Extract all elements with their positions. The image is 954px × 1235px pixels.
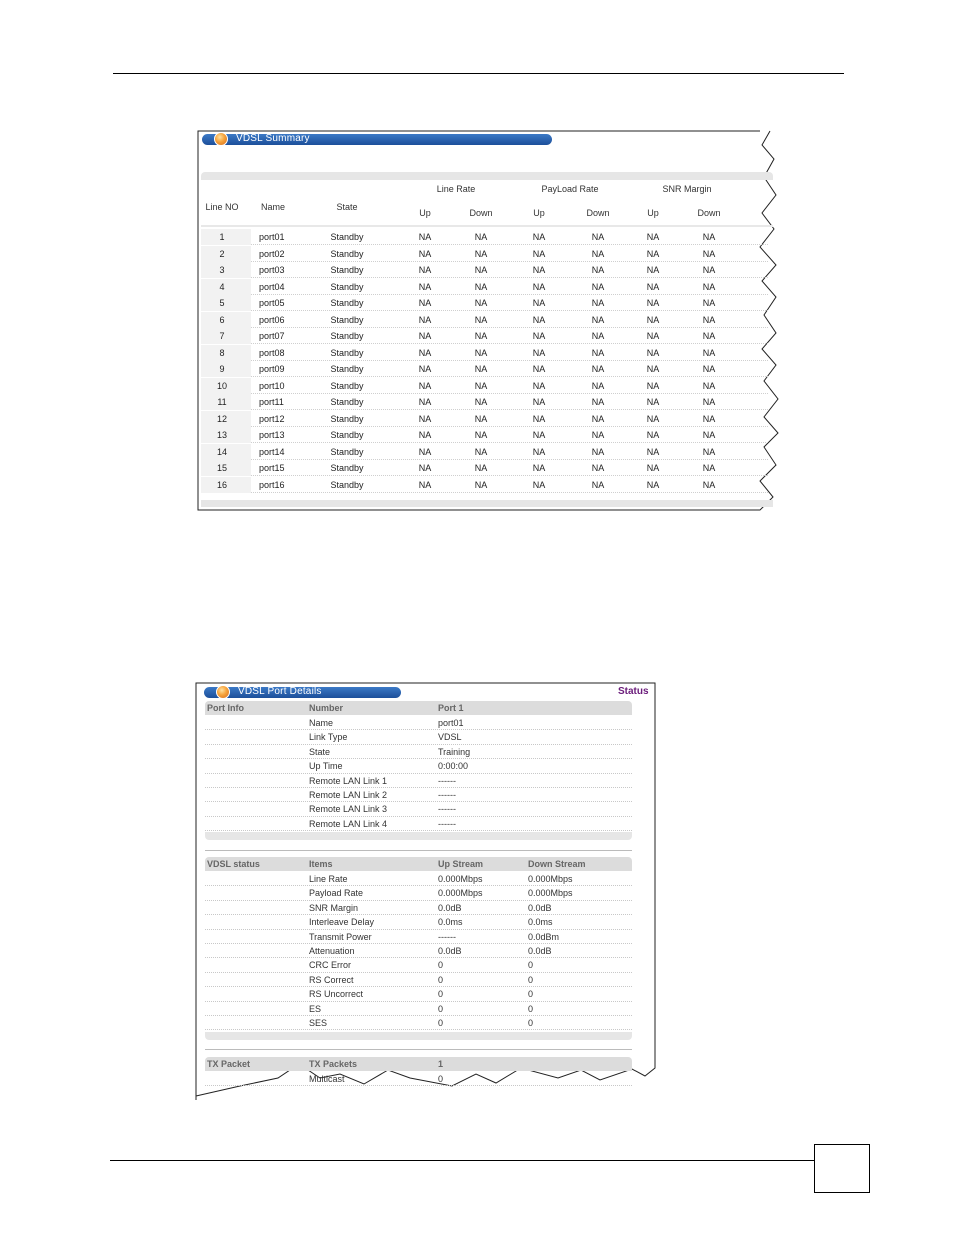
- detail-label: Remote LAN Link 2: [309, 790, 388, 800]
- detail-up: 0: [438, 989, 444, 1000]
- detail-row: [205, 944, 632, 958]
- summary-table-header: [201, 172, 776, 224]
- cell-snr-up: NA: [646, 430, 660, 440]
- cell-snr-up: NA: [646, 281, 660, 292]
- table-row: [201, 295, 776, 311]
- detail-value: ------: [438, 790, 456, 800]
- cell-snr-down: NA: [702, 446, 716, 457]
- detail-value: ------: [438, 775, 456, 786]
- table-row: [201, 246, 776, 262]
- cell-snr-down: NA: [702, 413, 716, 424]
- cell-state: Standby: [330, 232, 364, 242]
- cell-no: 14: [216, 446, 228, 457]
- detail-row: [205, 930, 632, 944]
- col-line-no: Line NO: [205, 202, 239, 212]
- vdsl-port-details-title-bar: [204, 687, 401, 698]
- cell-lr-down: NA: [474, 380, 488, 391]
- cell-no: 5: [219, 298, 225, 308]
- detail-value: 0:00:00: [438, 761, 469, 772]
- detail-row: [205, 1016, 632, 1030]
- cell-pr-down: NA: [591, 331, 605, 341]
- cell-name: port05: [259, 298, 285, 308]
- cell-lr-up: NA: [418, 479, 432, 490]
- cell-pr-down: NA: [591, 265, 605, 275]
- table-row: [201, 328, 776, 344]
- cell-snr-down: NA: [702, 479, 716, 490]
- detail-up: 0.0ms: [438, 917, 463, 928]
- detail-down: 0.000Mbps: [528, 874, 573, 884]
- table-row: [201, 444, 776, 460]
- detail-label: ES: [309, 1003, 322, 1014]
- cell-state: Standby: [330, 446, 364, 457]
- detail-value: Training: [438, 746, 471, 757]
- cell-lr-down: NA: [474, 347, 488, 358]
- cell-snr-up: NA: [646, 232, 660, 242]
- detail-row: [205, 901, 632, 915]
- detail-row: [205, 730, 632, 744]
- detail-row: [205, 817, 632, 831]
- cell-name: port08: [259, 347, 285, 358]
- col-snr-down: Down: [697, 208, 721, 218]
- cell-snr-up: NA: [646, 479, 660, 490]
- cell-state: Standby: [330, 314, 364, 325]
- col-payload-up: Up: [533, 208, 545, 218]
- detail-label: RS Correct: [309, 974, 354, 985]
- cell-state: Standby: [330, 463, 364, 473]
- detail-up: 0: [438, 974, 444, 985]
- cell-snr-up: NA: [646, 298, 660, 308]
- cell-pr-up: NA: [532, 298, 546, 308]
- cell-no: 16: [216, 479, 228, 490]
- cell-snr-up: NA: [646, 397, 660, 407]
- detail-down: 0.0dB: [528, 902, 552, 913]
- table-row: [201, 262, 776, 278]
- detail-label: Attenuation: [309, 946, 355, 956]
- detail-label: Interleave Delay: [309, 917, 375, 928]
- cell-name: port01: [259, 232, 285, 242]
- col-snr-margin: SNR Margin: [662, 184, 712, 194]
- detail-down: 0: [528, 974, 534, 985]
- detail-up: ------: [438, 931, 456, 942]
- cell-snr-down: NA: [702, 331, 716, 341]
- cell-name: port09: [259, 364, 285, 374]
- cell-pr-up: NA: [532, 364, 546, 374]
- header-rule: [113, 73, 844, 74]
- cell-snr-down: NA: [702, 347, 716, 358]
- cell-snr-down: NA: [702, 232, 716, 242]
- table-row: [201, 411, 776, 427]
- col-state: State: [336, 202, 358, 212]
- page-number-box: [814, 1144, 870, 1193]
- detail-up: 0.000Mbps: [438, 874, 483, 884]
- detail-up: 0.000Mbps: [438, 888, 483, 899]
- detail-down: 0: [528, 989, 534, 1000]
- cell-pr-up: NA: [532, 314, 546, 325]
- cell-state: Standby: [330, 281, 364, 292]
- cell-lr-down: NA: [474, 463, 488, 473]
- cell-pr-up: NA: [532, 331, 546, 341]
- cell-state: Standby: [330, 331, 364, 341]
- cell-pr-down: NA: [591, 430, 605, 440]
- cell-pr-down: NA: [591, 347, 605, 358]
- table-row: [201, 345, 776, 361]
- cell-state: Standby: [330, 380, 364, 391]
- cell-pr-up: NA: [532, 232, 546, 242]
- cell-name: port14: [259, 446, 285, 457]
- cell-snr-down: NA: [702, 248, 716, 259]
- table-row: [201, 477, 776, 493]
- cell-snr-down: NA: [702, 364, 716, 374]
- detail-value: ------: [438, 804, 456, 815]
- detail-row: [205, 1072, 632, 1086]
- cell-lr-down: NA: [474, 364, 488, 374]
- detail-label: Transmit Power: [309, 931, 372, 942]
- cell-snr-up: NA: [646, 463, 660, 473]
- cell-snr-up: NA: [646, 314, 660, 325]
- col-payload-rate: PayLoad Rate: [541, 184, 599, 194]
- detail-row: [205, 886, 632, 900]
- cell-lr-up: NA: [418, 380, 432, 391]
- table-row: [201, 229, 776, 245]
- detail-down: 0.000Mbps: [528, 888, 573, 899]
- detail-down: 0: [528, 1003, 534, 1014]
- detail-down: 0.0ms: [528, 917, 553, 928]
- cell-pr-down: NA: [591, 380, 605, 391]
- cell-snr-down: NA: [702, 265, 716, 275]
- cell-pr-up: NA: [532, 265, 546, 275]
- cell-snr-up: NA: [646, 446, 660, 457]
- cell-lr-up: NA: [418, 364, 432, 374]
- detail-row: [205, 774, 632, 788]
- cell-state: Standby: [330, 347, 364, 358]
- cell-lr-down: NA: [474, 413, 488, 424]
- cell-pr-down: NA: [591, 397, 605, 407]
- cell-lr-up: NA: [418, 314, 432, 325]
- cell-pr-up: NA: [532, 446, 546, 457]
- cell-lr-up: NA: [418, 248, 432, 259]
- cell-lr-up: NA: [418, 265, 432, 275]
- cell-snr-up: NA: [646, 265, 660, 275]
- cell-pr-down: NA: [591, 314, 605, 325]
- cell-lr-up: NA: [418, 463, 432, 473]
- cell-name: port11: [259, 397, 284, 407]
- detail-label: CRC Error: [309, 960, 351, 971]
- table-row: [201, 378, 776, 394]
- cell-no: 6: [219, 314, 225, 325]
- detail-row: [205, 788, 632, 802]
- cell-no: 2: [219, 248, 225, 259]
- vdsl-port-details-title: VDSL Port Details: [238, 686, 322, 697]
- cell-lr-up: NA: [418, 446, 432, 457]
- detail-label: Payload Rate: [309, 888, 364, 899]
- vdsl-summary-screen: [198, 129, 778, 511]
- detail-label: Name: [309, 718, 334, 728]
- detail-row: [205, 958, 632, 972]
- cell-snr-down: NA: [702, 380, 716, 391]
- cell-snr-down: NA: [702, 281, 716, 292]
- detail-row: [205, 872, 632, 886]
- cell-lr-down: NA: [474, 446, 488, 457]
- table-row: [201, 427, 776, 443]
- cell-name: port10: [259, 380, 285, 391]
- cell-snr-up: NA: [646, 380, 660, 391]
- col-payload-down: Down: [586, 208, 610, 218]
- tx-packet-section: [205, 1057, 632, 1097]
- cell-pr-down: NA: [591, 479, 605, 490]
- detail-down: 0.0dBm: [528, 931, 560, 942]
- cell-name: port02: [259, 248, 285, 259]
- cell-pr-up: NA: [532, 430, 546, 440]
- cell-name: port06: [259, 314, 285, 325]
- cell-lr-up: NA: [418, 281, 432, 292]
- cell-no: 12: [216, 413, 228, 424]
- cell-pr-up: NA: [532, 463, 546, 473]
- cell-lr-up: NA: [418, 232, 432, 242]
- detail-label: SES: [309, 1018, 328, 1028]
- col-snr-up: Up: [647, 208, 659, 218]
- detail-label: State: [309, 746, 331, 757]
- cell-state: Standby: [330, 413, 364, 424]
- detail-value: port01: [438, 718, 464, 728]
- detail-down: 0: [528, 960, 534, 971]
- vdsl-summary-title-bar: [202, 134, 552, 145]
- cell-no: 3: [219, 265, 225, 275]
- cell-state: Standby: [330, 248, 364, 259]
- vdsl-status-section: [205, 857, 632, 1044]
- cell-pr-down: NA: [591, 413, 605, 424]
- cell-state: Standby: [330, 265, 364, 275]
- cell-snr-down: NA: [702, 298, 716, 308]
- col-name: Name: [260, 202, 286, 212]
- cell-name: port15: [259, 463, 285, 473]
- detail-label: Multicast: [309, 1074, 345, 1084]
- col-line-rate-down: Down: [469, 208, 493, 218]
- detail-row: [205, 716, 632, 730]
- cell-lr-up: NA: [418, 347, 432, 358]
- cell-no: 4: [219, 281, 225, 292]
- cell-pr-down: NA: [591, 298, 605, 308]
- detail-row: [205, 745, 632, 759]
- port-info-header: Port Info Number Port 1: [205, 701, 632, 715]
- cell-name: port07: [259, 331, 285, 341]
- cell-lr-up: NA: [418, 430, 432, 440]
- cell-lr-down: NA: [474, 479, 488, 490]
- cell-snr-down: NA: [702, 463, 716, 473]
- cell-no: 8: [219, 347, 225, 358]
- detail-value: VDSL: [438, 732, 462, 743]
- cell-pr-down: NA: [591, 232, 605, 242]
- cell-state: Standby: [330, 298, 364, 308]
- cell-pr-up: NA: [532, 479, 546, 490]
- port-info-section: [205, 701, 632, 843]
- col-line-rate: Line Rate: [436, 184, 476, 194]
- table-row: [201, 279, 776, 295]
- cell-snr-down: NA: [702, 430, 716, 440]
- cell-no: 7: [219, 331, 225, 341]
- cell-lr-up: NA: [418, 331, 432, 341]
- cell-state: Standby: [330, 430, 364, 440]
- detail-up: 0: [438, 960, 444, 971]
- table-row: [201, 361, 776, 377]
- detail-row: [205, 987, 632, 1001]
- cell-name: port03: [259, 265, 285, 275]
- cell-no: 9: [219, 364, 225, 374]
- cell-lr-down: NA: [474, 265, 488, 275]
- cell-name: port13: [259, 430, 285, 440]
- vdsl-port-details-screen: [196, 682, 656, 1100]
- table-row: [201, 460, 776, 476]
- cell-lr-up: NA: [418, 298, 432, 308]
- cell-lr-up: NA: [418, 413, 432, 424]
- detail-value: 0: [438, 1074, 444, 1084]
- cell-pr-up: NA: [532, 413, 546, 424]
- status-link[interactable]: Status: [618, 686, 649, 697]
- detail-label: Remote LAN Link 1: [309, 775, 388, 786]
- detail-label: SNR Margin: [309, 902, 359, 913]
- cell-lr-down: NA: [474, 298, 488, 308]
- orb-icon: [216, 685, 230, 699]
- cell-name: port04: [259, 281, 285, 292]
- cell-pr-down: NA: [591, 364, 605, 374]
- cell-no: 10: [216, 380, 228, 391]
- cell-snr-up: NA: [646, 413, 660, 424]
- cell-no: 13: [216, 430, 228, 440]
- cell-no: 11: [217, 397, 227, 407]
- footer-rule: [110, 1160, 815, 1161]
- table-row: [201, 394, 776, 410]
- detail-row: [205, 973, 632, 987]
- col-line-rate-up: Up: [419, 208, 431, 218]
- detail-row: [205, 915, 632, 929]
- detail-down: 0.0dB: [528, 946, 552, 956]
- detail-down: 0: [528, 1018, 534, 1028]
- detail-label: Remote LAN Link 4: [309, 818, 388, 829]
- detail-label: RS Uncorrect: [309, 989, 364, 1000]
- cell-name: port12: [259, 413, 285, 424]
- detail-label: Up Time: [309, 761, 343, 772]
- detail-up: 0: [438, 1003, 444, 1014]
- orb-icon: [214, 132, 228, 146]
- cell-pr-down: NA: [591, 463, 605, 473]
- cell-snr-up: NA: [646, 331, 660, 341]
- cell-snr-up: NA: [646, 364, 660, 374]
- cell-pr-down: NA: [591, 248, 605, 259]
- cell-lr-down: NA: [474, 248, 488, 259]
- detail-label: Line Rate: [309, 874, 348, 884]
- cell-lr-down: NA: [474, 281, 488, 292]
- cell-snr-down: NA: [702, 397, 716, 407]
- cell-state: Standby: [330, 397, 364, 407]
- detail-label: Remote LAN Link 3: [309, 804, 388, 815]
- cell-pr-up: NA: [532, 380, 546, 391]
- cell-state: Standby: [330, 479, 364, 490]
- detail-up: 0: [438, 1018, 444, 1028]
- cell-pr-up: NA: [532, 397, 546, 407]
- detail-label: Link Type: [309, 732, 348, 743]
- detail-row: [205, 802, 632, 816]
- cell-lr-down: NA: [474, 232, 488, 242]
- cell-pr-down: NA: [591, 281, 605, 292]
- detail-row: [205, 1002, 632, 1016]
- cell-pr-up: NA: [532, 248, 546, 259]
- table-row: [201, 312, 776, 328]
- vdsl-status-header: VDSL status Items Up Stream Down Stream: [205, 857, 632, 871]
- cell-pr-down: NA: [591, 446, 605, 457]
- cell-no: 15: [216, 463, 228, 473]
- detail-row: [205, 759, 632, 773]
- detail-up: 0.0dB: [438, 946, 462, 956]
- vdsl-summary-title: VDSL Summary: [236, 133, 310, 144]
- detail-value: ------: [438, 818, 456, 829]
- cell-snr-up: NA: [646, 248, 660, 259]
- cell-lr-up: NA: [418, 397, 432, 407]
- cell-no: 1: [219, 232, 225, 242]
- cell-lr-down: NA: [474, 430, 488, 440]
- cell-snr-down: NA: [702, 314, 716, 325]
- tx-packet-header: TX Packet TX Packets 1: [205, 1057, 632, 1071]
- cell-lr-down: NA: [474, 397, 488, 407]
- cell-name: port16: [259, 479, 285, 490]
- cell-lr-down: NA: [474, 314, 488, 325]
- cell-pr-up: NA: [532, 347, 546, 358]
- cell-state: Standby: [330, 364, 364, 374]
- detail-up: 0.0dB: [438, 902, 462, 913]
- cell-pr-up: NA: [532, 281, 546, 292]
- cell-snr-up: NA: [646, 347, 660, 358]
- cell-lr-down: NA: [474, 331, 488, 341]
